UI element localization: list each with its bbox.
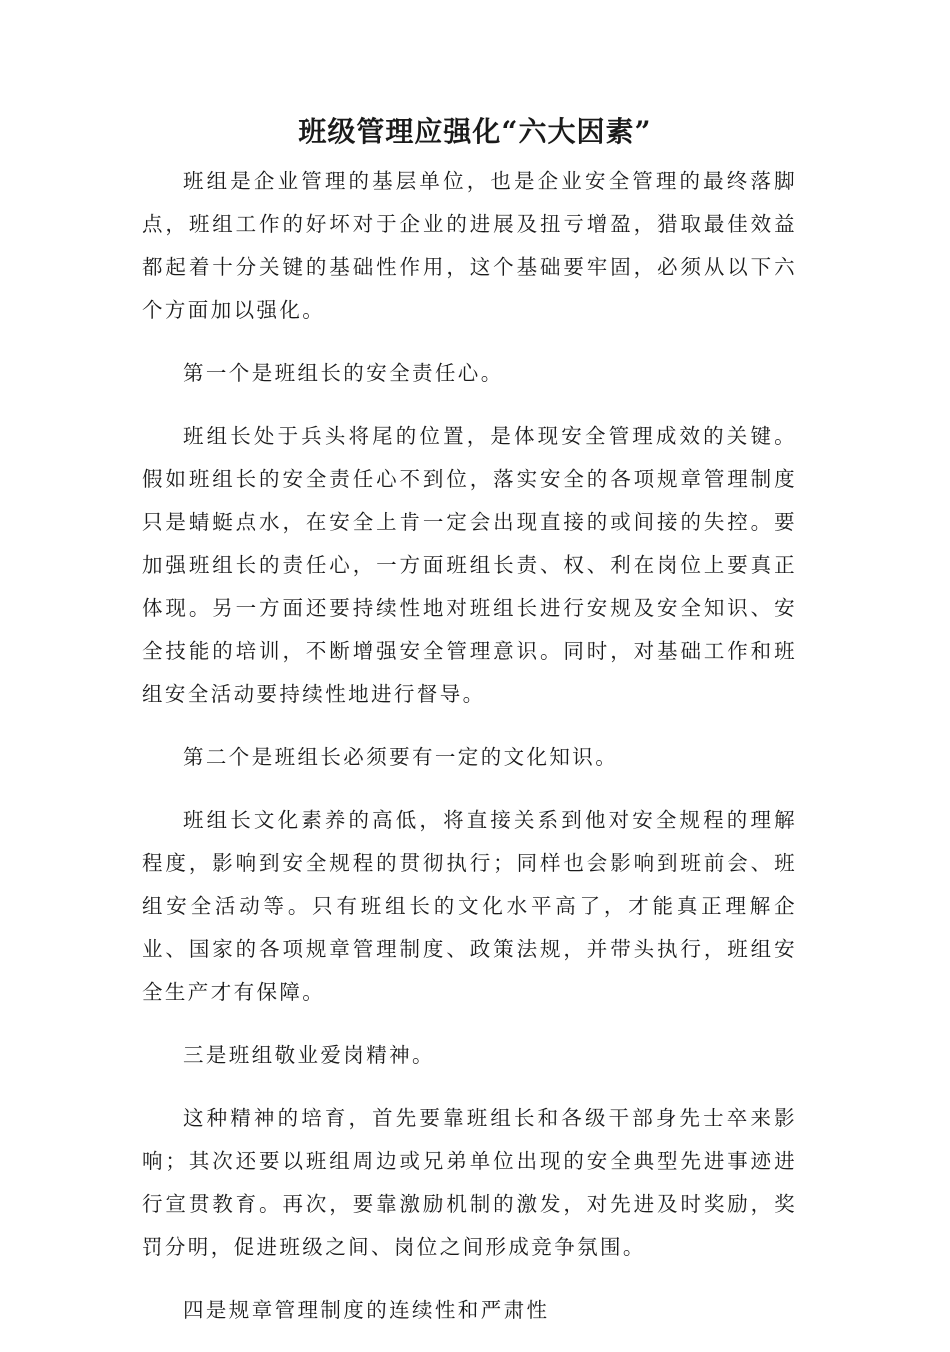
paragraph-body-1: 班组长处于兵头将尾的位置，是体现安全管理成效的关键。假如班组长的安全责任心不到位，落实安全的各项规章管理制度只是蜻蜓点水，在安全上肯一定会出现直接的或间接的失控。要加强班组长的责任心，一方面班组长责、权、利在岗位上要真正体现。另一方面还要持续性地对班组长进行安规及安全知识、安全技能的培训，不断增强安全管理意识。同时，对基础工作和班组安全活动要持续性地进行督导。	[142, 424, 797, 706]
document-title: 班级管理应强化“六大因素”	[298, 115, 652, 148]
paragraph-body-3: 这种精神的培育，首先要靠班组长和各级干部身先士卒来影响；其次还要以班组周边或兄弟单位出现的安全典型先进事迹进行宣贯教育。再次，要靠激励机制的激发，对先进及时奖励，奖罚分明，促进班级之间、岗位之间形成竞争氛围。	[142, 1106, 797, 1259]
document-body	[142, 160, 797, 1352]
paragraph-intro: 班组是企业管理的基层单位，也是企业安全管理的最终落脚点，班组工作的好坏对于企业的进展及扭亏增盈，猎取最佳效益都起着十分关键的基础性作用，这个基础要牢固，必须从以下六个方面加以强化。	[142, 169, 797, 322]
paragraph-heading-1: 第一个是班组长的安全责任心。	[183, 361, 504, 385]
paragraph-heading-4: 四是规章管理制度的连续性和严肃性	[183, 1298, 550, 1322]
paragraph-body-2: 班组长文化素养的高低，将直接关系到他对安全规程的理解程度，影响到安全规程的贯彻执行；同样也会影响到班前会、班组安全活动等。只有班组长的文化水平高了，才能真正理解企业、国家的各项规章管理制度、政策法规，并带头执行，班组安全生产才有保障。	[142, 808, 797, 1004]
paragraph-heading-2: 第二个是班组长必须要有一定的文化知识。	[183, 745, 619, 769]
paragraph-heading-3: 三是班组敬业爱岗精神。	[183, 1043, 435, 1067]
